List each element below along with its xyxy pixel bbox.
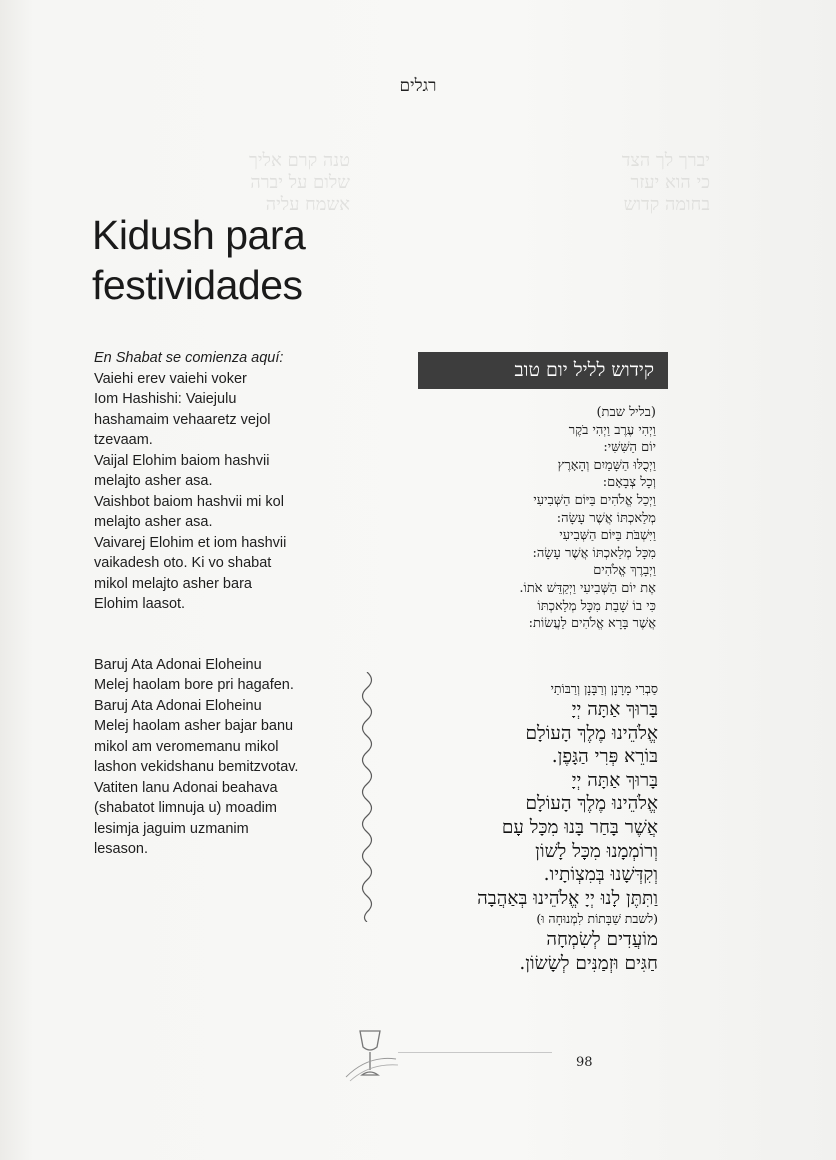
- hebrew-line: מְלַאכְתּוֹ אֲשֶׁר עָשָׂה:: [556, 510, 656, 526]
- translit-line: lashon vekidshanu bemitzvotav.: [94, 759, 299, 775]
- translit-line: lesason.: [94, 841, 149, 857]
- translit-line: Vaijal Elohim baiom hashvii: [94, 452, 270, 469]
- translit-line: Melej haolam asher bajar banu: [94, 718, 294, 734]
- hebrew-line: וְרוֹמְמָנוּ מִכָּל לָשׁוֹן: [535, 840, 658, 862]
- paragraph-gap: [94, 615, 374, 655]
- hebrew-line: וְכָל צְבָאָם:: [602, 475, 656, 491]
- hebrew-line: וַיְהִי עֶרֶב וַיְהִי בֹקֶר: [568, 422, 656, 438]
- hebrew-line: חַגִּים וּזְמַנִּים לְשָׂשׂוֹן.: [519, 952, 658, 974]
- title-line-2: festividades: [92, 262, 303, 308]
- hebrew-line: (בליל שבת): [596, 405, 656, 420]
- shabbat-note: (לשבת שַׁבָּתוֹת לִמְנוּחָה וּ): [536, 911, 658, 927]
- wavy-divider: [352, 672, 382, 922]
- hebrew-line: בָּרוּךְ אַתָּה יְיָ: [571, 769, 658, 791]
- page-title: [92, 210, 392, 310]
- transliteration-column: [94, 348, 374, 860]
- translit-line: mikol am veromemanu mikol: [94, 738, 279, 755]
- hebrew-line: אֶת יוֹם הַשְּׁבִיעִי וַיְקַדֵּשׁ אֹתוֹ.: [519, 580, 656, 596]
- savri-line: סַבְרִי מָרָנָן וְרַבָּנָן וְרַבּוֹתַי: [550, 681, 658, 696]
- translit-line: Vaivarej Elohim et iom hashvii: [94, 534, 287, 551]
- hebrew-line: וַיִּשְׁבֹּת בַּיּוֹם הַשְּׁבִיעִי: [559, 528, 656, 544]
- translit-line: Melej haolam bore pri hagafen.: [94, 677, 294, 693]
- hebrew-line: כִּי בוֹ שָׁבַת מִכָּל מְלַאכְתּוֹ: [537, 598, 656, 614]
- hebrew-line: אֱלֹהֵינוּ מֶלֶךְ הָעוֹלָם: [525, 793, 658, 815]
- hebrew-line: וְקִדְּשָׁנוּ בְּמִצְוֹתָיו.: [543, 864, 658, 886]
- hebrew-line: וַיְבָרֶךְ אֱלֹהִים: [593, 563, 656, 579]
- translit-line: Iom Hashishi: Vaiejulu: [94, 391, 237, 407]
- page-number: 98: [576, 1055, 593, 1070]
- translit-line: mikol melajto asher bara: [94, 575, 252, 592]
- translit-line: Baruj Ata Adonai Eloheinu: [94, 697, 262, 714]
- translit-line: melajto asher asa.: [94, 473, 213, 489]
- hebrew-line: וַתִּתֶּן לָנוּ יְיָ אֱלֹהֵינוּ בְּאַהֲבָה: [477, 887, 658, 909]
- footer-rule: [398, 1052, 552, 1053]
- translit-line: melajto asher asa.: [94, 514, 213, 530]
- translit-line: tzevaam.: [94, 432, 153, 448]
- intro-note: En Shabat se comienza aquí:: [94, 350, 284, 366]
- hebrew-line: וַיְכַל אֱלֹהִים בַּיּוֹם הַשְּׁבִיעִי: [533, 492, 656, 508]
- hebrew-section-banner: קידוש לליל יום טוב: [418, 352, 668, 389]
- title-line-1: Kidush para: [92, 212, 306, 258]
- hebrew-kiddush-blessings: [398, 680, 658, 976]
- translit-line: lesimja jaguim uzmanim: [94, 820, 249, 837]
- section-header: רגלים: [399, 76, 437, 96]
- translit-line: (shabatot limnuja u) moadim: [94, 800, 277, 816]
- hebrew-line: מִכָּל מְלַאכְתּוֹ אֲשֶׁר עָשָׂה:: [532, 545, 656, 561]
- kiddush-cup-icon: [340, 1025, 400, 1085]
- hebrew-line: אֲשֶׁר בָּחַר בָּנוּ מִכָּל עָם: [501, 816, 658, 838]
- hebrew-line: מוֹעֲדִים לְשִׂמְחָה: [546, 929, 658, 951]
- translit-line: hashamaim vehaaretz vejol: [94, 411, 271, 428]
- translit-line: Vaishbot baiom hashvii mi kol: [94, 493, 284, 510]
- translit-line: Vaiehi erev vaiehi voker: [94, 370, 247, 387]
- show-through-text-left: טנה קרם אליך שלום על יברה אשמח עליה: [248, 150, 350, 215]
- hebrew-line: בּוֹרֵא פְּרִי הַגָּפֶן.: [551, 746, 658, 768]
- translit-line: Vatiten lanu Adonai beahava: [94, 779, 278, 796]
- translit-line: Baruj Ata Adonai Eloheinu: [94, 656, 262, 673]
- hebrew-shabbat-passage: [430, 404, 656, 633]
- translit-line: Elohim laasot.: [94, 596, 186, 612]
- hebrew-line: אֲשֶׁר בָּרָא אֱלֹהִים לַעֲשׂוֹת:: [528, 616, 656, 632]
- hebrew-line: בָּרוּךְ אַתָּה יְיָ: [571, 699, 658, 720]
- hebrew-line: יוֹם הַשִּׁשִּׁי:: [603, 440, 656, 456]
- hebrew-line: אֱלֹהֵינוּ מֶלֶךְ הָעוֹלָם: [525, 722, 658, 744]
- show-through-text-right: יברך לך הצד כי הוא יעזר בחומה קדוש: [621, 150, 710, 215]
- translit-line: vaikadesh oto. Ki vo shabat: [94, 555, 272, 571]
- hebrew-line: וַיְכֻלּוּ הַשָּׁמַיִם וְהָאָרֶץ: [557, 457, 656, 473]
